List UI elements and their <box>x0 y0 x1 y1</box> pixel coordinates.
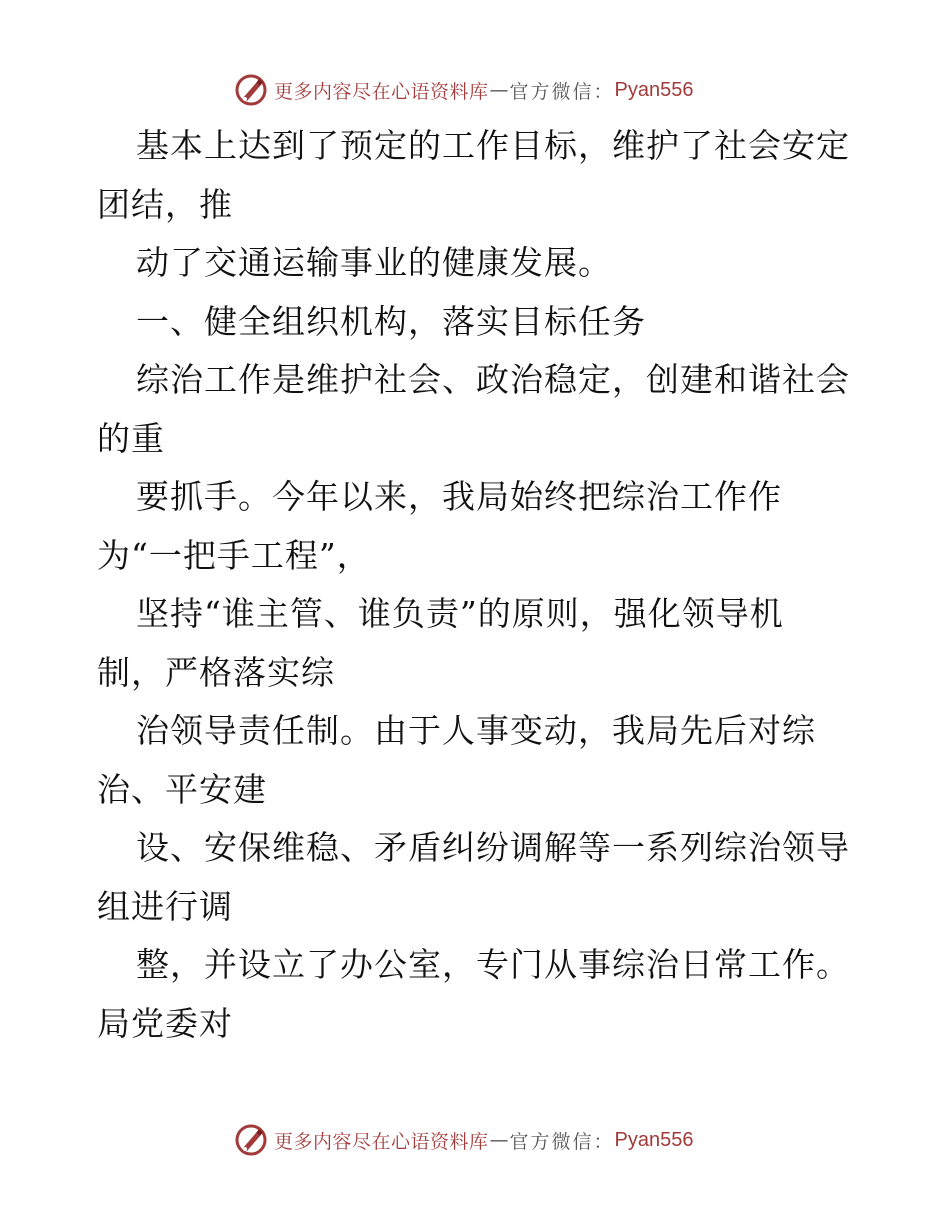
section-heading: 一、健全组织机构，落实目标任务 <box>136 301 646 341</box>
text-line: 设、安保维稳、矛盾纠纷调解等一系列综治领导 <box>136 828 850 867</box>
text-line: 组进行调 <box>97 886 233 926</box>
text-line: 团结，推 <box>97 184 233 224</box>
watermark-id: Pyan556 <box>614 78 694 101</box>
text-line: 整，并设立了办公室，专门从事综治日常工作。 <box>136 945 850 984</box>
pen-logo-icon <box>234 73 268 107</box>
text-line: 治领导责任制。由于人事变动，我局先后对综 <box>136 711 816 750</box>
header-watermark <box>234 72 694 108</box>
text-line: 制，严格落实综 <box>97 652 335 692</box>
text-line: 基本上达到了预定的工作目标，维护了社会安定 <box>136 126 850 165</box>
text-line: 要抓手。今年以来，我局始终把综治工作作 <box>136 477 782 516</box>
text-line: 局党委对 <box>97 1003 233 1043</box>
text-line: 治、平安建 <box>97 769 267 809</box>
footer-watermark <box>234 1122 694 1158</box>
pen-logo-icon <box>234 1123 268 1157</box>
watermark-text: 更多内容尽在心语资料库 <box>274 80 489 103</box>
watermark-label: 官方微信： <box>509 80 615 103</box>
watermark-id: Pyan556 <box>614 1128 694 1151</box>
watermark-text: 更多内容尽在心语资料库 <box>274 1130 489 1153</box>
text-line: 为“一把手工程”， <box>97 535 371 575</box>
watermark-separator: — <box>489 79 509 101</box>
watermark-separator: — <box>489 1129 509 1151</box>
watermark-label: 官方微信： <box>509 1130 615 1153</box>
text-line: 坚持“谁主管、谁负责”的原则，强化领导机 <box>136 594 784 633</box>
document-body <box>97 117 867 1053</box>
text-line: 动了交通运输事业的健康发展。 <box>136 243 612 282</box>
text-line: 的重 <box>97 418 165 458</box>
text-line: 综治工作是维护社会、政治稳定，创建和谐社会 <box>136 360 850 399</box>
